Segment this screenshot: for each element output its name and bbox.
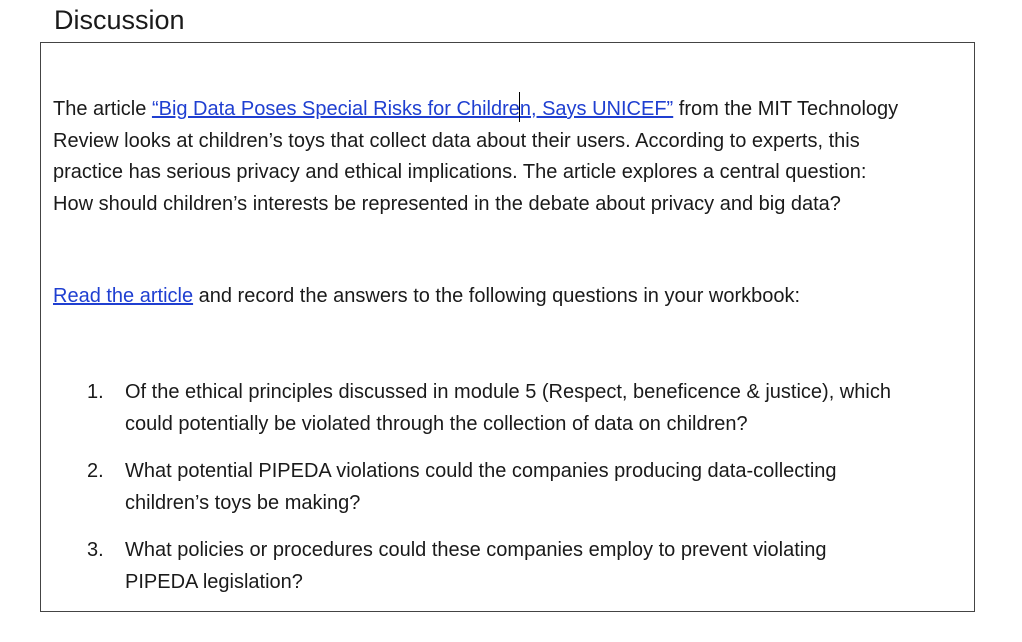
- question-line: children’s toys be making?: [125, 491, 361, 514]
- question-line: PIPEDA legislation?: [125, 570, 303, 593]
- question-item: [87, 456, 957, 519]
- page-heading: Discussion: [54, 5, 185, 35]
- intro-paragraph: [53, 92, 963, 220]
- article-title-link[interactable]: [152, 98, 673, 120]
- question-line: could potentially be violated through the collection of data on children?: [125, 412, 748, 435]
- question-list: [87, 377, 957, 614]
- intro-prefix: The article: [53, 98, 152, 120]
- intro-line-1: [53, 92, 963, 126]
- question-number: 3.: [87, 539, 104, 561]
- question-line: What policies or procedures could these companies employ to prevent violating: [125, 539, 827, 561]
- article-title-link-text-b: n, Says UNICEF”: [519, 98, 674, 120]
- question-item: [87, 535, 957, 598]
- read-article-link[interactable]: Read the article: [53, 285, 194, 307]
- question-number: 2.: [87, 460, 104, 482]
- instruction-paragraph: [53, 281, 963, 313]
- article-title-link-text-a: “Big Data Poses Special Risks for Childre: [151, 98, 520, 120]
- question-number: 1.: [87, 381, 104, 403]
- question-line: What potential PIPEDA violations could the companies producing data-collecting: [125, 460, 837, 482]
- intro-line-2: Review looks at children’s toys that collect data about their users. According to experts, this: [53, 129, 860, 152]
- question-line: Of the ethical principles discussed in module 5 (Respect, beneficence & justice), which: [125, 381, 891, 403]
- intro-line-3: practice has serious privacy and ethical implications. The article explores a central question:: [53, 161, 867, 183]
- instruction-text: and record the answers to the following questions in your workbook:: [193, 285, 801, 307]
- discussion-box: [40, 42, 975, 612]
- intro-suffix: from the MIT Technology: [673, 98, 899, 120]
- question-item: [87, 377, 957, 440]
- intro-line-4: How should children’s interests be represented in the debate about privacy and big data?: [53, 192, 841, 215]
